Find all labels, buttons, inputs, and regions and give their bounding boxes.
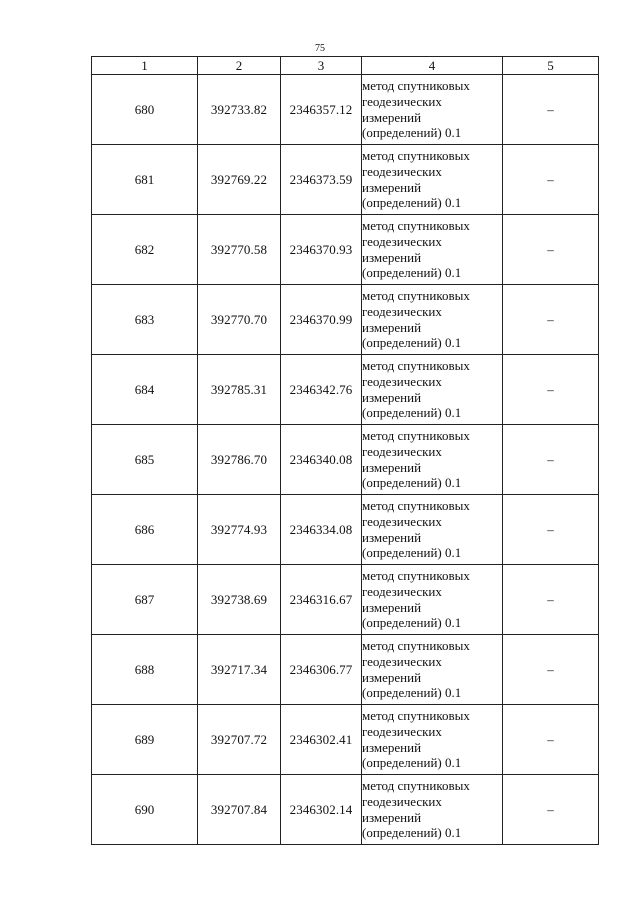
y-coordinate-cell: 2346334.08: [281, 495, 362, 565]
note-cell: –: [503, 215, 599, 285]
method-line: (определений) 0.1: [362, 755, 462, 771]
method-line: геодезических: [362, 303, 442, 319]
y-coordinate-cell: 2346306.77: [281, 635, 362, 705]
table-row: [92, 495, 599, 565]
point-number-cell: 680: [92, 75, 198, 145]
note-cell: –: [503, 285, 599, 355]
method-line: измерений: [362, 389, 422, 405]
x-coordinate-cell: 392738.69: [198, 565, 281, 635]
table-row: [92, 285, 599, 355]
y-coordinate-cell: 2346357.12: [281, 75, 362, 145]
method-line: (определений) 0.1: [362, 335, 462, 351]
method-cell: [362, 145, 503, 215]
method-line: метод спутниковых: [362, 78, 470, 94]
method-line: геодезических: [362, 233, 442, 249]
method-cell: [362, 425, 503, 495]
method-cell: [362, 705, 503, 775]
method-line: геодезических: [362, 723, 442, 739]
method-cell: [362, 75, 503, 145]
method-cell: [362, 775, 503, 845]
y-coordinate-cell: 2346373.59: [281, 145, 362, 215]
point-number-cell: 685: [92, 425, 198, 495]
method-line: метод спутниковых: [362, 778, 470, 794]
note-cell: –: [503, 75, 599, 145]
method-line: геодезических: [362, 163, 442, 179]
point-number-cell: 682: [92, 215, 198, 285]
table-row: [92, 565, 599, 635]
method-line: метод спутниковых: [362, 568, 470, 584]
method-line: измерений: [362, 739, 422, 755]
note-cell: –: [503, 425, 599, 495]
method-line: метод спутниковых: [362, 638, 470, 654]
method-line: измерений: [362, 529, 422, 545]
method-line: измерений: [362, 249, 422, 265]
method-line: (определений) 0.1: [362, 545, 462, 561]
table-row: [92, 145, 599, 215]
column-header: 5: [503, 57, 599, 75]
note-cell: –: [503, 775, 599, 845]
method-line: геодезических: [362, 653, 442, 669]
column-header: 2: [198, 57, 281, 75]
point-number-cell: 686: [92, 495, 198, 565]
method-cell: [362, 565, 503, 635]
method-line: измерений: [362, 599, 422, 615]
column-header: 4: [362, 57, 503, 75]
method-line: метод спутниковых: [362, 358, 470, 374]
x-coordinate-cell: 392707.84: [198, 775, 281, 845]
x-coordinate-cell: 392786.70: [198, 425, 281, 495]
table-row: [92, 75, 599, 145]
column-header: 3: [281, 57, 362, 75]
note-cell: –: [503, 635, 599, 705]
y-coordinate-cell: 2346370.99: [281, 285, 362, 355]
method-line: измерений: [362, 179, 422, 195]
note-cell: –: [503, 355, 599, 425]
column-header: 1: [92, 57, 198, 75]
note-cell: –: [503, 565, 599, 635]
method-line: (определений) 0.1: [362, 615, 462, 631]
coordinates-table: [91, 56, 599, 845]
method-line: измерений: [362, 459, 422, 475]
x-coordinate-cell: 392769.22: [198, 145, 281, 215]
method-line: (определений) 0.1: [362, 125, 462, 141]
method-cell: [362, 285, 503, 355]
point-number-cell: 690: [92, 775, 198, 845]
x-coordinate-cell: 392770.70: [198, 285, 281, 355]
table-row: [92, 215, 599, 285]
method-line: (определений) 0.1: [362, 265, 462, 281]
method-line: геодезических: [362, 793, 442, 809]
table-row: [92, 775, 599, 845]
note-cell: –: [503, 145, 599, 215]
method-line: (определений) 0.1: [362, 825, 462, 841]
point-number-cell: 684: [92, 355, 198, 425]
method-line: метод спутниковых: [362, 498, 470, 514]
x-coordinate-cell: 392717.34: [198, 635, 281, 705]
table-row: [92, 635, 599, 705]
method-line: измерений: [362, 669, 422, 685]
method-line: геодезических: [362, 583, 442, 599]
method-line: геодезических: [362, 373, 442, 389]
y-coordinate-cell: 2346302.41: [281, 705, 362, 775]
table-header-row: [92, 57, 599, 75]
method-line: геодезических: [362, 513, 442, 529]
x-coordinate-cell: 392733.82: [198, 75, 281, 145]
page-number: 75: [315, 43, 325, 54]
method-cell: [362, 355, 503, 425]
point-number-cell: 687: [92, 565, 198, 635]
method-line: (определений) 0.1: [362, 475, 462, 491]
table-body: [92, 75, 599, 845]
method-line: измерений: [362, 109, 422, 125]
x-coordinate-cell: 392707.72: [198, 705, 281, 775]
method-line: (определений) 0.1: [362, 685, 462, 701]
note-cell: –: [503, 705, 599, 775]
table-row: [92, 425, 599, 495]
method-line: метод спутниковых: [362, 288, 470, 304]
method-line: измерений: [362, 809, 422, 825]
note-cell: –: [503, 495, 599, 565]
x-coordinate-cell: 392774.93: [198, 495, 281, 565]
method-line: геодезических: [362, 93, 442, 109]
x-coordinate-cell: 392785.31: [198, 355, 281, 425]
method-cell: [362, 495, 503, 565]
point-number-cell: 683: [92, 285, 198, 355]
table-row: [92, 355, 599, 425]
method-line: метод спутниковых: [362, 218, 470, 234]
method-line: измерений: [362, 319, 422, 335]
y-coordinate-cell: 2346370.93: [281, 215, 362, 285]
point-number-cell: 681: [92, 145, 198, 215]
method-line: метод спутниковых: [362, 428, 470, 444]
x-coordinate-cell: 392770.58: [198, 215, 281, 285]
y-coordinate-cell: 2346342.76: [281, 355, 362, 425]
method-line: метод спутниковых: [362, 708, 470, 724]
point-number-cell: 689: [92, 705, 198, 775]
method-cell: [362, 215, 503, 285]
method-line: геодезических: [362, 443, 442, 459]
method-line: (определений) 0.1: [362, 195, 462, 211]
method-line: (определений) 0.1: [362, 405, 462, 421]
y-coordinate-cell: 2346302.14: [281, 775, 362, 845]
table-row: [92, 705, 599, 775]
point-number-cell: 688: [92, 635, 198, 705]
method-line: метод спутниковых: [362, 148, 470, 164]
method-cell: [362, 635, 503, 705]
y-coordinate-cell: 2346340.08: [281, 425, 362, 495]
y-coordinate-cell: 2346316.67: [281, 565, 362, 635]
